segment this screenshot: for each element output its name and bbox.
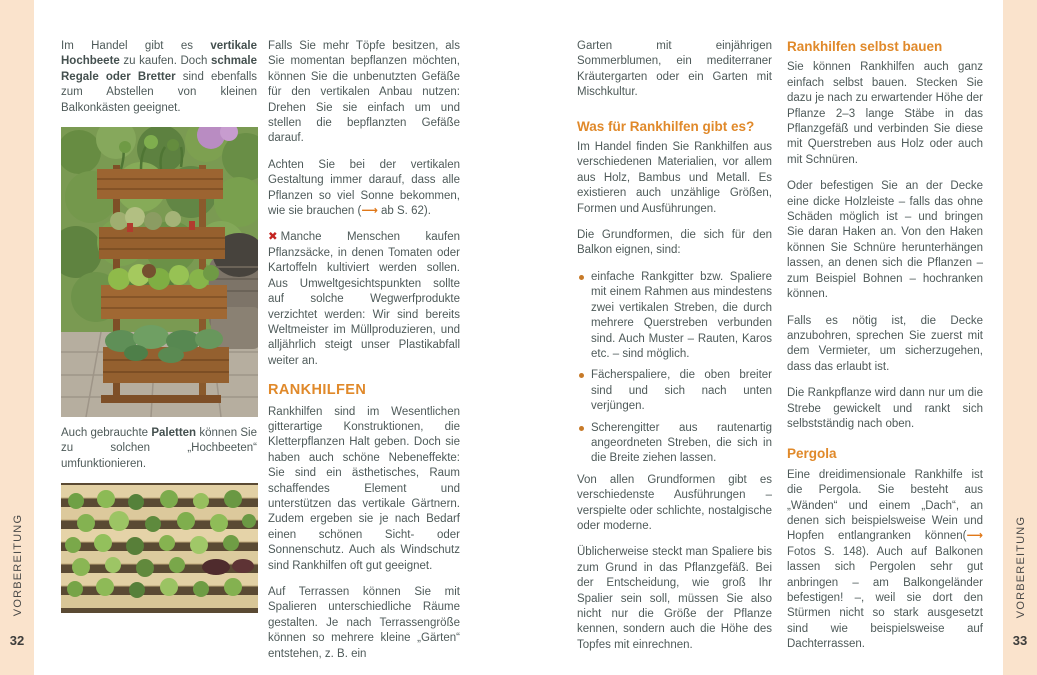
bullet-dot-icon bbox=[579, 426, 584, 431]
paragraph: Falls Sie mehr Töpfe besitzen, als Sie momentan bepflanzen möchten, können Sie die unbenutzten Gefäße für den vertikalen Anbau nutzen: Drehen Sie sie einfach um und stellen die bepflanzten Gefäße darauf. bbox=[268, 40, 460, 145]
paragraph: Oder befestigen Sie an der Decke eine dicke Holzleiste – falls das ohne Schäden möglich ist – und bringen Sie daran Haken an. Von den Haken können Sie Schnüre herunterhängen lassen, an denen sich die Pflanzen – zum Beispiel Bohnen – hochranken können. bbox=[787, 180, 983, 301]
intro-paragraph: Im Handel gibt es vertikale Hochbeete zu kaufen. Doch schmale Regale oder Bretter sind ebenfalls zum Abstellen von kleinen Balkonkästen geeignet. bbox=[61, 40, 257, 114]
bullet-dot-icon bbox=[579, 373, 584, 378]
paragraph: Die Rankpflanze wird dann nur um die Strebe gewickelt und rankt sich selbstständig nach oben. bbox=[787, 387, 983, 430]
right-section-label: VORBEREITUNG bbox=[1015, 515, 1027, 619]
cross-reference-arrow-icon: ⟶ bbox=[361, 205, 378, 218]
warning-paragraph: ✖ Manche Menschen kaufen Pflanzsäcke, in denen Tomaten oder Kartoffeln kultiviert werden sollen. Aus Umweltgesichtspunkten sollte auf solche Wegwerfprodukte verzichtet werden: Wir sind bereits Weltmeister im Müllproduzieren, und alljährlich steigt unser Plastikabfall weiter an. bbox=[268, 231, 460, 367]
left-page-number: 32 bbox=[9, 633, 25, 648]
red-x-icon: ✖ bbox=[268, 231, 278, 244]
paragraph: Auf Terrassen können Sie mit Spalieren unterschiedliche Räume gestalten. Je nach Terrassengröße können so mehrere kleine „Gärten“ entstehen, z. B. ein bbox=[268, 586, 460, 660]
photo-caption: Auch gebrauchte Paletten können Sie zu solchen „Hochbeeten“ umfunktionieren. bbox=[61, 427, 257, 470]
right-page-column-2 bbox=[787, 39, 983, 664]
paragraph: Üblicherweise steckt man Spaliere bis zum Grund in das Pflanzgefäß. Bei der Entscheidung, wie groß Ihr Spalier sein soll, müssen Sie also nicht nur die Größe der Pflanze kennen, sondern auch die Höhe des Topfes mit einrechnen. bbox=[577, 546, 772, 651]
list-item: Scherengitter aus rautenartig angeordneten Streben, die sich in die Breite ziehen lassen. bbox=[577, 421, 772, 467]
left-page-column-1 bbox=[61, 39, 257, 622]
section-heading-rankhilfen: RANKHILFEN bbox=[268, 382, 367, 399]
planter-box-4 bbox=[103, 325, 229, 383]
list-item: einfache Rankgitter bzw. Spaliere mit einem Rahmen aus mindestens zwei vertikalen Streben, die durch mehrere Querstreben verbunden sind. Auch Muster – Rauten, Karos etc. – sind möglich. bbox=[577, 270, 772, 362]
subheading-pergola: Pergola bbox=[787, 446, 837, 462]
paragraph: Die Grundformen, die sich für den Balkon eignen, sind: bbox=[577, 229, 772, 257]
paragraph: Rankhilfen sind im Wesentlichen gitterartige Konstruktionen, die Kletterpflanzen Halt geben. Doch sie haben auch schöne Nebeneffekte: Sie sind ein ästhetisches, Raum schaffendes Element und unterstützen das vertikale Gärtnern. Zudem ergeben sie je nach Bedarf einen schönen Sicht- oder Sonnenschutz. Auch als Windschutz sind Rankhilfen oft gut geeignet. bbox=[268, 405, 460, 572]
left-page-column-2 bbox=[268, 39, 460, 673]
paragraph: Von allen Grundformen gibt es verschiedenste Ausführungen – verspielte oder schlichte, nostalgische oder moderne. bbox=[577, 473, 772, 532]
paragraph: Im Handel finden Sie Rankhilfen aus verschiedenen Materialien, vor allem aus Holz, Bambus und Metall. Es existieren auch unzählige Größen, Formen und Ausführungen. bbox=[577, 141, 772, 215]
cross-reference-arrow-icon: ⟶ bbox=[966, 530, 983, 543]
paragraph: Eine dreidimensionale Rankhilfe ist die Pergola. Sie besteht aus „Wänden“ und einem „Dach“, an denen sich beispielsweise Wein und Hopfen entlangranken können(⟶ Fotos S. 148). Auch auf Balkonen lassen sich Pergolen sehr gut anbringen – am Balkongeländer befestigen! –, weil sie dort den Stürmen nicht so stark ausgesetzt sind wie beispielsweise auf Dachterrassen. bbox=[787, 468, 983, 651]
left-section-label: VORBEREITUNG bbox=[12, 513, 24, 617]
right-page-column-1 bbox=[577, 39, 772, 664]
list-item: Fächerspaliere, die oben breiter sind und sich nach unten verjüngen. bbox=[577, 368, 772, 414]
pallet-planter-photo bbox=[61, 483, 258, 613]
paragraph: Sie können Rankhilfen auch ganz einfach selbst bauen. Stecken Sie dazu je nach zu erwartender Höhe der Pflanze 2–3 lange Stäbe in das Pflanzgefäß und verbinden Sie diese mit Querstreben aus Holz oder auch mit Schnüren. bbox=[787, 61, 983, 166]
paragraph: Falls es nötig ist, die Decke anzubohren, sprechen Sie zuerst mit dem Vermieter, um sicherzugehen, dass das erlaubt ist. bbox=[787, 314, 983, 373]
rankhilfen-bullet-list bbox=[577, 270, 772, 467]
bullet-dot-icon bbox=[579, 275, 584, 280]
paragraph: Achten Sie bei der vertikalen Gestaltung immer darauf, dass alle Pflanzen so viel Sonne bekommen, wie sie brauchen (⟶ ab S. 62). bbox=[268, 158, 460, 218]
vertical-planter-photo bbox=[61, 127, 258, 417]
subheading-rankhilfen-selbst-bauen: Rankhilfen selbst bauen bbox=[787, 39, 943, 54]
paragraph: Garten mit einjährigen Sommerblumen, ein mediterraner Kräutergarten oder ein Garten mit Mischkultur. bbox=[577, 40, 772, 99]
planter-box-3 bbox=[101, 264, 227, 319]
subheading-was-fuer-rankhilfen: Was für Rankhilfen gibt es? bbox=[577, 118, 755, 134]
right-page-number: 33 bbox=[1012, 633, 1028, 648]
